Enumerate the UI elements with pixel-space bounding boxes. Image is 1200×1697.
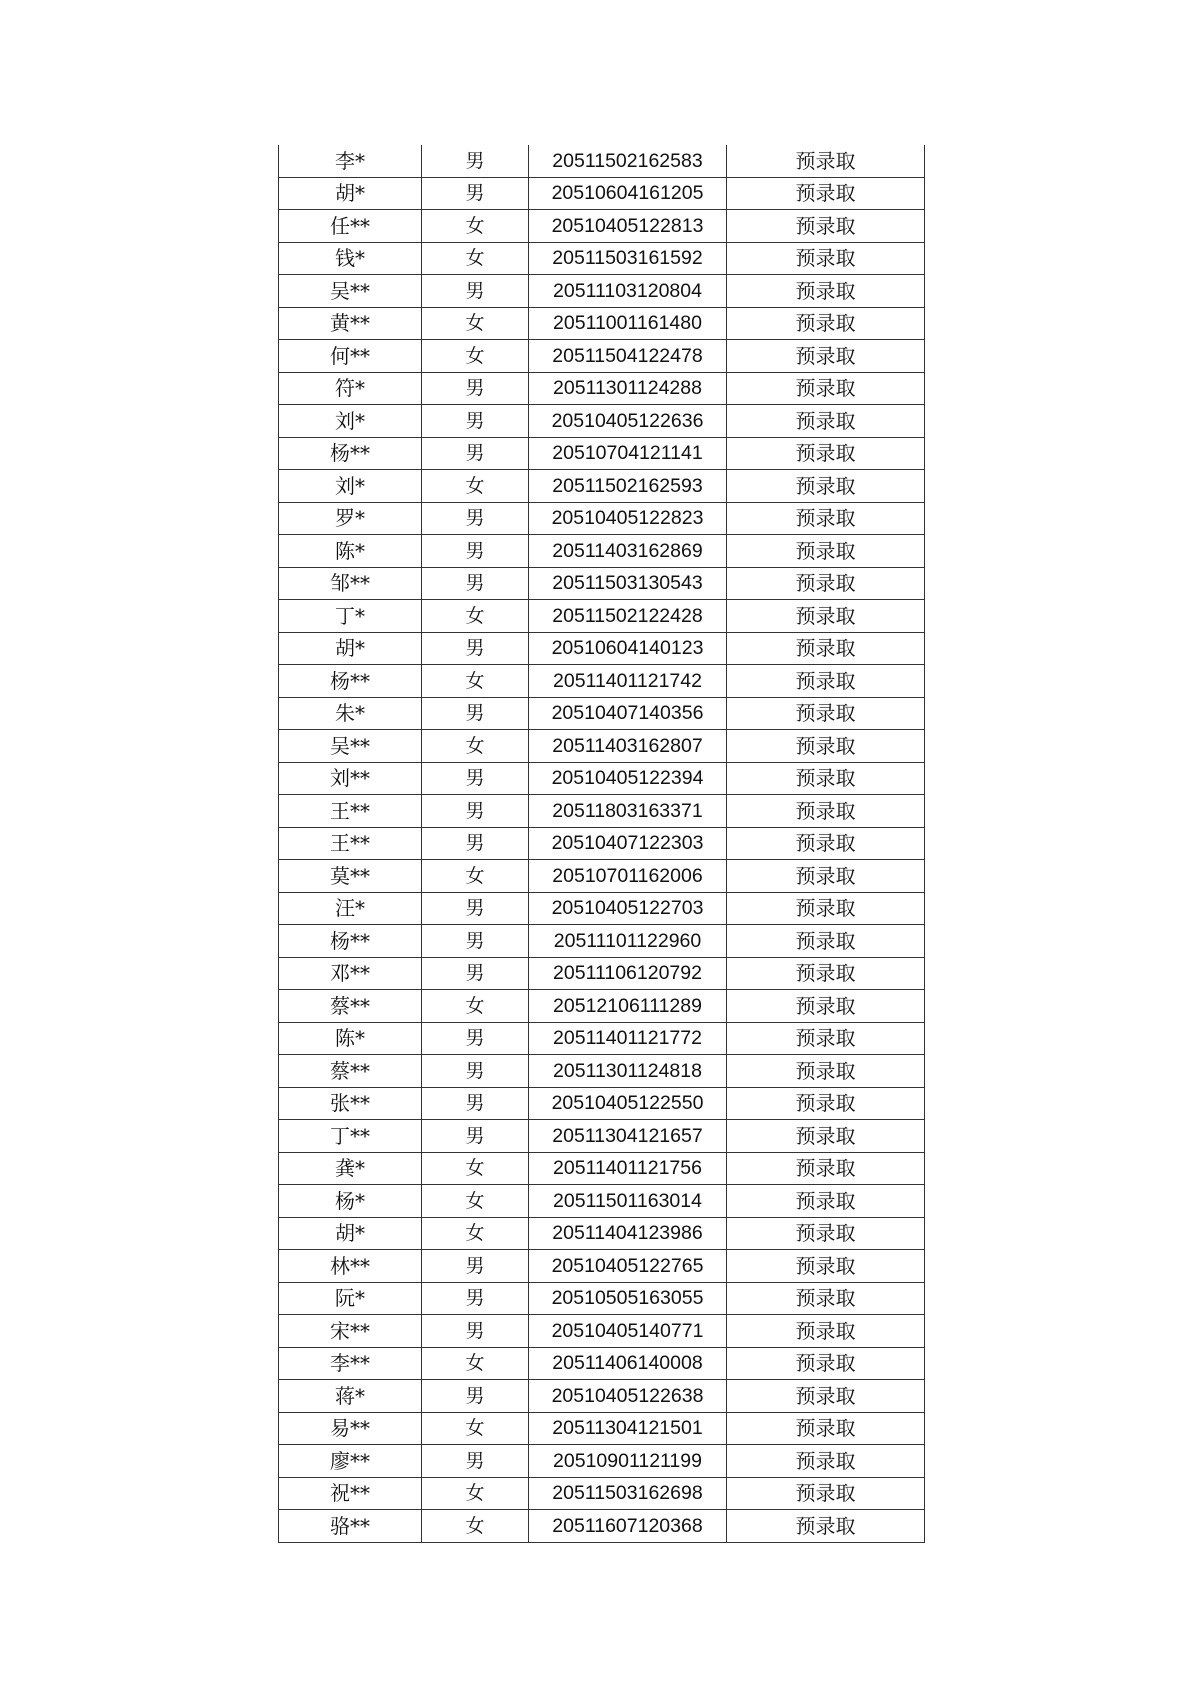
gender-cell: 男 xyxy=(422,1087,529,1120)
status-cell: 预录取 xyxy=(727,1315,925,1348)
status-cell: 预录取 xyxy=(727,1445,925,1478)
gender-cell: 女 xyxy=(422,340,529,373)
table-row xyxy=(279,470,925,503)
status-cell: 预录取 xyxy=(727,1477,925,1510)
status-cell: 预录取 xyxy=(727,957,925,990)
gender-cell: 男 xyxy=(422,1282,529,1315)
table-row xyxy=(279,1412,925,1445)
name-cell: 杨** xyxy=(279,437,422,470)
status-cell: 预录取 xyxy=(727,795,925,828)
status-cell: 预录取 xyxy=(727,892,925,925)
gender-cell: 男 xyxy=(422,1380,529,1413)
exam-id-cell: 20511403162869 xyxy=(529,535,727,568)
exam-id-cell: 20511301124288 xyxy=(529,372,727,405)
status-cell: 预录取 xyxy=(727,600,925,633)
table-row xyxy=(279,860,925,893)
name-cell: 阮* xyxy=(279,1282,422,1315)
name-cell: 祝** xyxy=(279,1477,422,1510)
table-row xyxy=(279,762,925,795)
name-cell: 符* xyxy=(279,372,422,405)
exam-id-cell: 20511304121657 xyxy=(529,1120,727,1153)
table-row xyxy=(279,665,925,698)
exam-id-cell: 20511404123986 xyxy=(529,1217,727,1250)
name-cell: 莫** xyxy=(279,860,422,893)
gender-cell: 男 xyxy=(422,1315,529,1348)
status-cell: 预录取 xyxy=(727,925,925,958)
status-cell: 预录取 xyxy=(727,1022,925,1055)
gender-cell: 男 xyxy=(422,502,529,535)
name-cell: 吴** xyxy=(279,730,422,763)
status-cell: 预录取 xyxy=(727,242,925,275)
gender-cell: 女 xyxy=(422,1217,529,1250)
status-cell: 预录取 xyxy=(727,1250,925,1283)
name-cell: 骆** xyxy=(279,1510,422,1543)
table-row xyxy=(279,827,925,860)
exam-id-cell: 20510405122550 xyxy=(529,1087,727,1120)
name-cell: 蔡** xyxy=(279,990,422,1023)
exam-id-cell: 20511106120792 xyxy=(529,957,727,990)
exam-id-cell: 20511502122428 xyxy=(529,600,727,633)
gender-cell: 女 xyxy=(422,860,529,893)
name-cell: 吴** xyxy=(279,275,422,308)
status-cell: 预录取 xyxy=(727,470,925,503)
name-cell: 杨* xyxy=(279,1185,422,1218)
status-cell: 预录取 xyxy=(727,827,925,860)
gender-cell: 男 xyxy=(422,567,529,600)
gender-cell: 男 xyxy=(422,1250,529,1283)
gender-cell: 女 xyxy=(422,600,529,633)
exam-id-cell: 20511503161592 xyxy=(529,242,727,275)
status-cell: 预录取 xyxy=(727,145,925,177)
status-cell: 预录取 xyxy=(727,535,925,568)
gender-cell: 男 xyxy=(422,437,529,470)
name-cell: 胡* xyxy=(279,1217,422,1250)
table-row xyxy=(279,1380,925,1413)
name-cell: 李* xyxy=(279,145,422,177)
name-cell: 钱* xyxy=(279,242,422,275)
status-cell: 预录取 xyxy=(727,1412,925,1445)
name-cell: 刘* xyxy=(279,470,422,503)
table-row xyxy=(279,502,925,535)
exam-id-cell: 20511403162807 xyxy=(529,730,727,763)
table-row xyxy=(279,1022,925,1055)
status-cell: 预录取 xyxy=(727,1120,925,1153)
status-cell: 预录取 xyxy=(727,567,925,600)
name-cell: 龚* xyxy=(279,1152,422,1185)
name-cell: 朱* xyxy=(279,697,422,730)
gender-cell: 女 xyxy=(422,990,529,1023)
status-cell: 预录取 xyxy=(727,1087,925,1120)
gender-cell: 男 xyxy=(422,697,529,730)
name-cell: 黄** xyxy=(279,307,422,340)
exam-id-cell: 20510604140123 xyxy=(529,632,727,665)
gender-cell: 男 xyxy=(422,1120,529,1153)
status-cell: 预录取 xyxy=(727,1152,925,1185)
name-cell: 陈* xyxy=(279,1022,422,1055)
gender-cell: 女 xyxy=(422,1152,529,1185)
table-row xyxy=(279,1315,925,1348)
name-cell: 蒋* xyxy=(279,1380,422,1413)
exam-id-cell: 20510405122636 xyxy=(529,405,727,438)
exam-id-cell: 20510405122765 xyxy=(529,1250,727,1283)
name-cell: 汪* xyxy=(279,892,422,925)
table-row xyxy=(279,242,925,275)
exam-id-cell: 20510505163055 xyxy=(529,1282,727,1315)
status-cell: 预录取 xyxy=(727,210,925,243)
table-row xyxy=(279,1055,925,1088)
exam-id-cell: 20511401121772 xyxy=(529,1022,727,1055)
status-cell: 预录取 xyxy=(727,405,925,438)
status-cell: 预录取 xyxy=(727,502,925,535)
gender-cell: 男 xyxy=(422,795,529,828)
exam-id-cell: 20511501163014 xyxy=(529,1185,727,1218)
table-row xyxy=(279,1217,925,1250)
table-row xyxy=(279,567,925,600)
table-row xyxy=(279,307,925,340)
exam-id-cell: 20511406140008 xyxy=(529,1347,727,1380)
gender-cell: 男 xyxy=(422,372,529,405)
gender-cell: 男 xyxy=(422,1055,529,1088)
status-cell: 预录取 xyxy=(727,177,925,210)
gender-cell: 女 xyxy=(422,307,529,340)
name-cell: 何** xyxy=(279,340,422,373)
table-row xyxy=(279,1347,925,1380)
status-cell: 预录取 xyxy=(727,275,925,308)
exam-id-cell: 20511304121501 xyxy=(529,1412,727,1445)
status-cell: 预录取 xyxy=(727,632,925,665)
table-row xyxy=(279,925,925,958)
status-cell: 预录取 xyxy=(727,1282,925,1315)
status-cell: 预录取 xyxy=(727,697,925,730)
gender-cell: 男 xyxy=(422,957,529,990)
table-row xyxy=(279,697,925,730)
exam-id-cell: 20511502162583 xyxy=(529,145,727,177)
table-row xyxy=(279,795,925,828)
gender-cell: 男 xyxy=(422,535,529,568)
status-cell: 预录取 xyxy=(727,990,925,1023)
exam-id-cell: 20511001161480 xyxy=(529,307,727,340)
name-cell: 王** xyxy=(279,827,422,860)
exam-id-cell: 20511503130543 xyxy=(529,567,727,600)
status-cell: 预录取 xyxy=(727,1217,925,1250)
exam-id-cell: 20510407122303 xyxy=(529,827,727,860)
name-cell: 胡* xyxy=(279,177,422,210)
exam-id-cell: 20510701162006 xyxy=(529,860,727,893)
status-cell: 预录取 xyxy=(727,1380,925,1413)
table-row xyxy=(279,210,925,243)
gender-cell: 男 xyxy=(422,925,529,958)
table-row xyxy=(279,1087,925,1120)
table-row xyxy=(279,535,925,568)
table-row xyxy=(279,957,925,990)
gender-cell: 女 xyxy=(422,1347,529,1380)
exam-id-cell: 20510405122813 xyxy=(529,210,727,243)
gender-cell: 男 xyxy=(422,177,529,210)
name-cell: 廖** xyxy=(279,1445,422,1478)
gender-cell: 女 xyxy=(422,210,529,243)
name-cell: 邹** xyxy=(279,567,422,600)
gender-cell: 女 xyxy=(422,730,529,763)
exam-id-cell: 20511503162698 xyxy=(529,1477,727,1510)
status-cell: 预录取 xyxy=(727,437,925,470)
table-row xyxy=(279,730,925,763)
name-cell: 任** xyxy=(279,210,422,243)
table-row xyxy=(279,1445,925,1478)
table-row xyxy=(279,1250,925,1283)
table-row xyxy=(279,1510,925,1543)
gender-cell: 男 xyxy=(422,827,529,860)
table-row xyxy=(279,177,925,210)
table-row xyxy=(279,340,925,373)
name-cell: 杨** xyxy=(279,925,422,958)
table-row xyxy=(279,1152,925,1185)
exam-id-cell: 20511103120804 xyxy=(529,275,727,308)
exam-id-cell: 20510704121141 xyxy=(529,437,727,470)
exam-id-cell: 20511401121742 xyxy=(529,665,727,698)
table-row xyxy=(279,437,925,470)
gender-cell: 男 xyxy=(422,275,529,308)
name-cell: 邓** xyxy=(279,957,422,990)
table-row xyxy=(279,600,925,633)
gender-cell: 男 xyxy=(422,145,529,177)
exam-id-cell: 20511301124818 xyxy=(529,1055,727,1088)
name-cell: 罗* xyxy=(279,502,422,535)
exam-id-cell: 20511401121756 xyxy=(529,1152,727,1185)
exam-id-cell: 20510405140771 xyxy=(529,1315,727,1348)
name-cell: 陈* xyxy=(279,535,422,568)
exam-id-cell: 20510405122823 xyxy=(529,502,727,535)
table-row xyxy=(279,990,925,1023)
name-cell: 丁** xyxy=(279,1120,422,1153)
exam-id-cell: 20511607120368 xyxy=(529,1510,727,1543)
exam-id-cell: 20512106111289 xyxy=(529,990,727,1023)
name-cell: 胡* xyxy=(279,632,422,665)
name-cell: 蔡** xyxy=(279,1055,422,1088)
exam-id-cell: 20511803163371 xyxy=(529,795,727,828)
gender-cell: 女 xyxy=(422,1185,529,1218)
status-cell: 预录取 xyxy=(727,1347,925,1380)
exam-id-cell: 20510901121199 xyxy=(529,1445,727,1478)
name-cell: 宋** xyxy=(279,1315,422,1348)
name-cell: 林** xyxy=(279,1250,422,1283)
status-cell: 预录取 xyxy=(727,730,925,763)
name-cell: 刘** xyxy=(279,762,422,795)
gender-cell: 男 xyxy=(422,1445,529,1478)
status-cell: 预录取 xyxy=(727,307,925,340)
exam-id-cell: 20510407140356 xyxy=(529,697,727,730)
name-cell: 李** xyxy=(279,1347,422,1380)
table-row xyxy=(279,1282,925,1315)
admission-list-table xyxy=(278,145,925,1543)
status-cell: 预录取 xyxy=(727,762,925,795)
exam-id-cell: 20510604161205 xyxy=(529,177,727,210)
name-cell: 张** xyxy=(279,1087,422,1120)
table-row xyxy=(279,405,925,438)
gender-cell: 男 xyxy=(422,1022,529,1055)
status-cell: 预录取 xyxy=(727,372,925,405)
table-row xyxy=(279,372,925,405)
table-row xyxy=(279,892,925,925)
name-cell: 王** xyxy=(279,795,422,828)
name-cell: 刘* xyxy=(279,405,422,438)
status-cell: 预录取 xyxy=(727,340,925,373)
status-cell: 预录取 xyxy=(727,1510,925,1543)
gender-cell: 男 xyxy=(422,762,529,795)
gender-cell: 女 xyxy=(422,1477,529,1510)
gender-cell: 女 xyxy=(422,470,529,503)
gender-cell: 男 xyxy=(422,632,529,665)
gender-cell: 男 xyxy=(422,892,529,925)
table-row xyxy=(279,1185,925,1218)
gender-cell: 女 xyxy=(422,1510,529,1543)
table-row xyxy=(279,632,925,665)
gender-cell: 女 xyxy=(422,1412,529,1445)
exam-id-cell: 20511502162593 xyxy=(529,470,727,503)
gender-cell: 女 xyxy=(422,242,529,275)
status-cell: 预录取 xyxy=(727,1185,925,1218)
exam-id-cell: 20510405122703 xyxy=(529,892,727,925)
name-cell: 丁* xyxy=(279,600,422,633)
status-cell: 预录取 xyxy=(727,1055,925,1088)
gender-cell: 女 xyxy=(422,665,529,698)
gender-cell: 男 xyxy=(422,405,529,438)
exam-id-cell: 20511504122478 xyxy=(529,340,727,373)
table-row xyxy=(279,1120,925,1153)
name-cell: 杨** xyxy=(279,665,422,698)
exam-id-cell: 20510405122394 xyxy=(529,762,727,795)
table-row xyxy=(279,275,925,308)
admission-list-body xyxy=(279,145,925,1542)
status-cell: 预录取 xyxy=(727,665,925,698)
table-row xyxy=(279,1477,925,1510)
status-cell: 预录取 xyxy=(727,860,925,893)
name-cell: 易** xyxy=(279,1412,422,1445)
table-row xyxy=(279,145,925,177)
exam-id-cell: 20510405122638 xyxy=(529,1380,727,1413)
exam-id-cell: 20511101122960 xyxy=(529,925,727,958)
